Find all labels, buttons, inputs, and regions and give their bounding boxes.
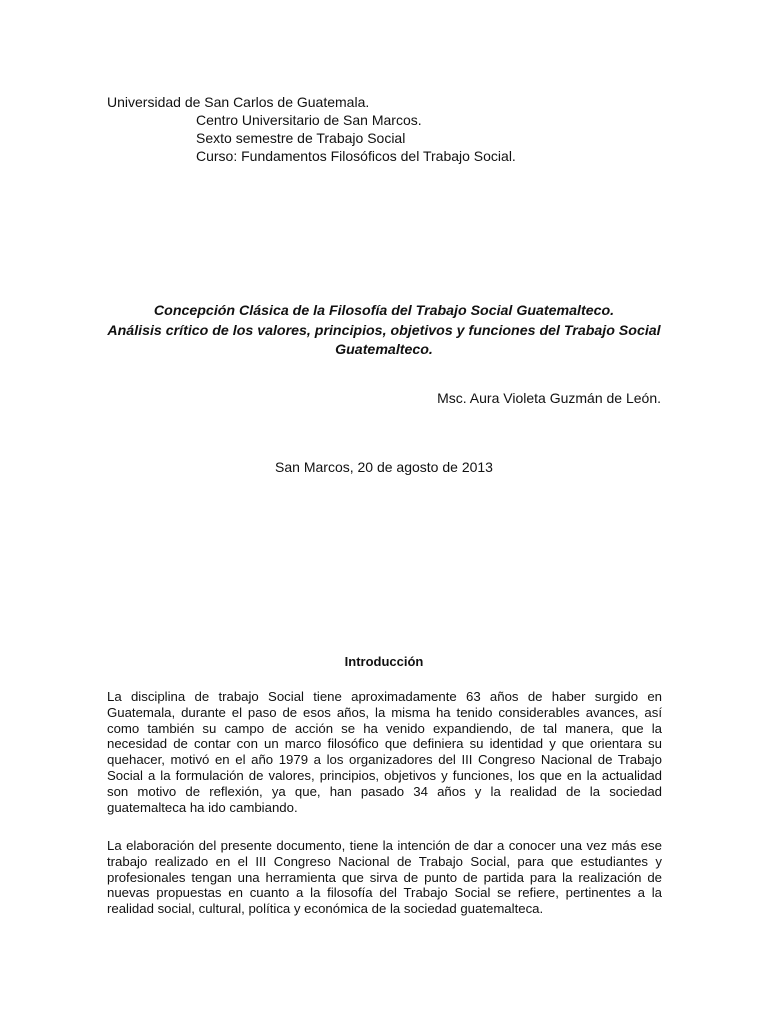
semester-label: Sexto semestre de Trabajo Social [196, 130, 406, 146]
introduction-heading: Introducción [344, 654, 424, 669]
title-line-1: Concepción Clásica de la Filosofía del Trabajo Social Guatemalteco. [153, 303, 615, 319]
author-name: Msc. Aura Violeta Guzmán de León. [437, 390, 661, 406]
document-date: San Marcos, 20 de agosto de 2013 [275, 459, 493, 475]
title-line-2: Análisis crítico de los valores, principios, objetivos y funciones del Trabajo Social Guatemalteco. [107, 322, 661, 358]
center-name: Centro Universitario de San Marcos. [196, 112, 422, 128]
introduction-paragraph-1: La disciplina de trabajo Social tiene aproximadamente 63 años de haber surgido en Guatemala, durante el paso de esos años, la misma ha tenido considerables avances, así como también su campo de acción se ha venido expandiendo, de tal manera, que la necesidad de contar con un marco filosófico que definiera su identidad y que orientara su quehacer, motivó en el año 1979 a los organizadores del III Congreso Nacional de Trabajo Social a la formulación de valores, principios, objetivos y funciones, los que en la actualidad son motivo de reflexión, ya que, han pasado 34 años y la realidad de la sociedad guatemalteca ha ido cambiando. [107, 689, 662, 815]
introduction-paragraph-2: La elaboración del presente documento, tiene la intención de dar a conocer una vez más ese trabajo realizado en el III Congreso Nacional de Trabajo Social, para que estudiantes y profesionales tengan una herramienta que sirva de punto de partida para la realización de nuevas propuestas en cuanto a la filosofía del Trabajo Social se refiere, pertinentes a la realidad social, cultural, política y económica de la sociedad guatemalteca. [107, 838, 662, 917]
document-title [100, 302, 668, 361]
university-name: Universidad de San Carlos de Guatemala. [107, 94, 370, 110]
course-label: Curso: Fundamentos Filosóficos del Trabajo Social. [196, 148, 516, 164]
